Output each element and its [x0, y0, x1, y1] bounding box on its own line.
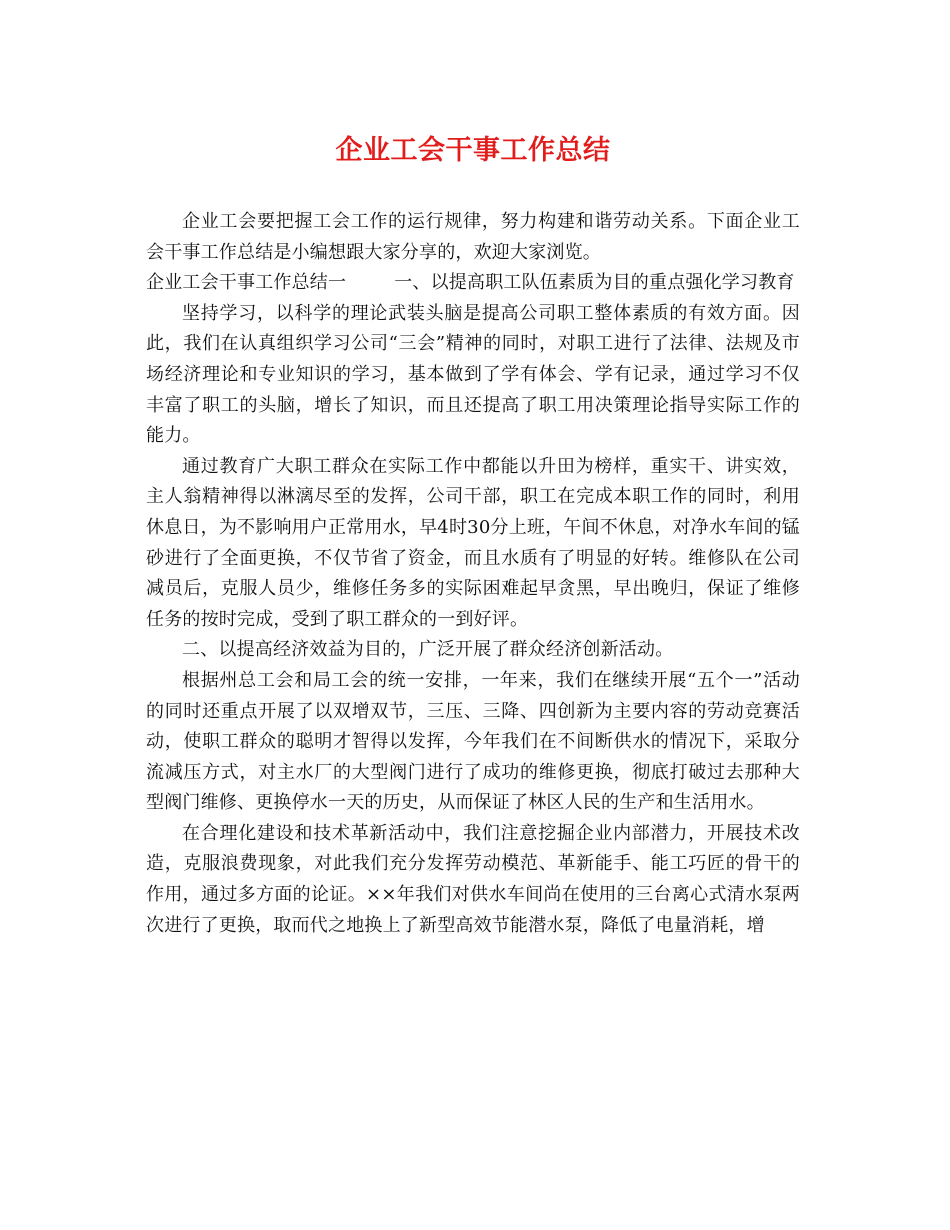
body-paragraph-5: 在合理化建设和技术革新活动中，我们注意挖掘企业内部潜力，开展技术改造，克服浪费现象，对此我们充分发挥劳动模范、革新能手、能工巧匠的骨干的作用，通过多方面的论证。××年我们对供水车间尚在使用的三台离心式清水泵两次进行了更换，取而代之地换上了新型高效节能潜水泵，降低了电量消耗，增: [146, 822, 800, 936]
section-heading: 一、以提高职工队伍素质为目的重点强化学习教育: [394, 272, 795, 294]
body-paragraph-1: 坚持学习，以科学的理论武装头脑是提高公司职工整体素质的有效方面。因此，我们在认真组织学习公司“三会”精神的同时，对职工进行了法律、法规及市场经济理论和专业知识的学习，基本做到了学有体会、学有记录，通过学习不仅丰富了职工的头脑，增长了知识，而且还提高了职工用决策理论指导实际工作的能力。: [146, 302, 800, 447]
body-paragraph-2: 通过教育广大职工群众在实际工作中都能以升田为榜样，重实干、讲实效，主人翁精神得以淋漓尽至的发挥，公司干部，职工在完成本职工作的同时，利用休息日，为不影响用户正常用水，早4时30分上班，午间不休息，对净水车间的锰砂进行了全面更换，不仅节省了资金，而且水质有了明显的好转。维修队在公司减员后，克服人员少，维修任务多的实际困难起早贪黑，早出晚归，保证了维修任务的按时完成，受到了职工群众的一到好评。: [146, 455, 800, 630]
document-body: [146, 207, 800, 941]
body-paragraph-3: 二、以提高经济效益为目的，广泛开展了群众经济创新活动。: [182, 639, 674, 661]
body-paragraph-4: 根据州总工会和局工会的统一安排，一年来，我们在继续开展“五个一”活动的同时还重点开展了以双增双节，三压、三降、四创新为主要内容的劳动竞赛活动，使职工群众的聪明才智得以发挥，今年我们在不间断供水的情况下，采取分流减压方式，对主水厂的大型阀门进行了成功的维修更换，彻底打破过去那种大型阀门维修、更换停水一天的历史，从而保证了林区人民的生产和生活用水。: [146, 669, 800, 814]
section-title: 企业工会干事工作总结一: [146, 272, 347, 294]
section-line: [146, 268, 800, 299]
document-title: 企业工会干事工作总结: [335, 135, 611, 166]
intro-paragraph: 企业工会要把握工会工作的运行规律，努力构建和谐劳动关系。下面企业工会干事工作总结是小编想跟大家分享的，欢迎大家浏览。: [146, 211, 800, 263]
